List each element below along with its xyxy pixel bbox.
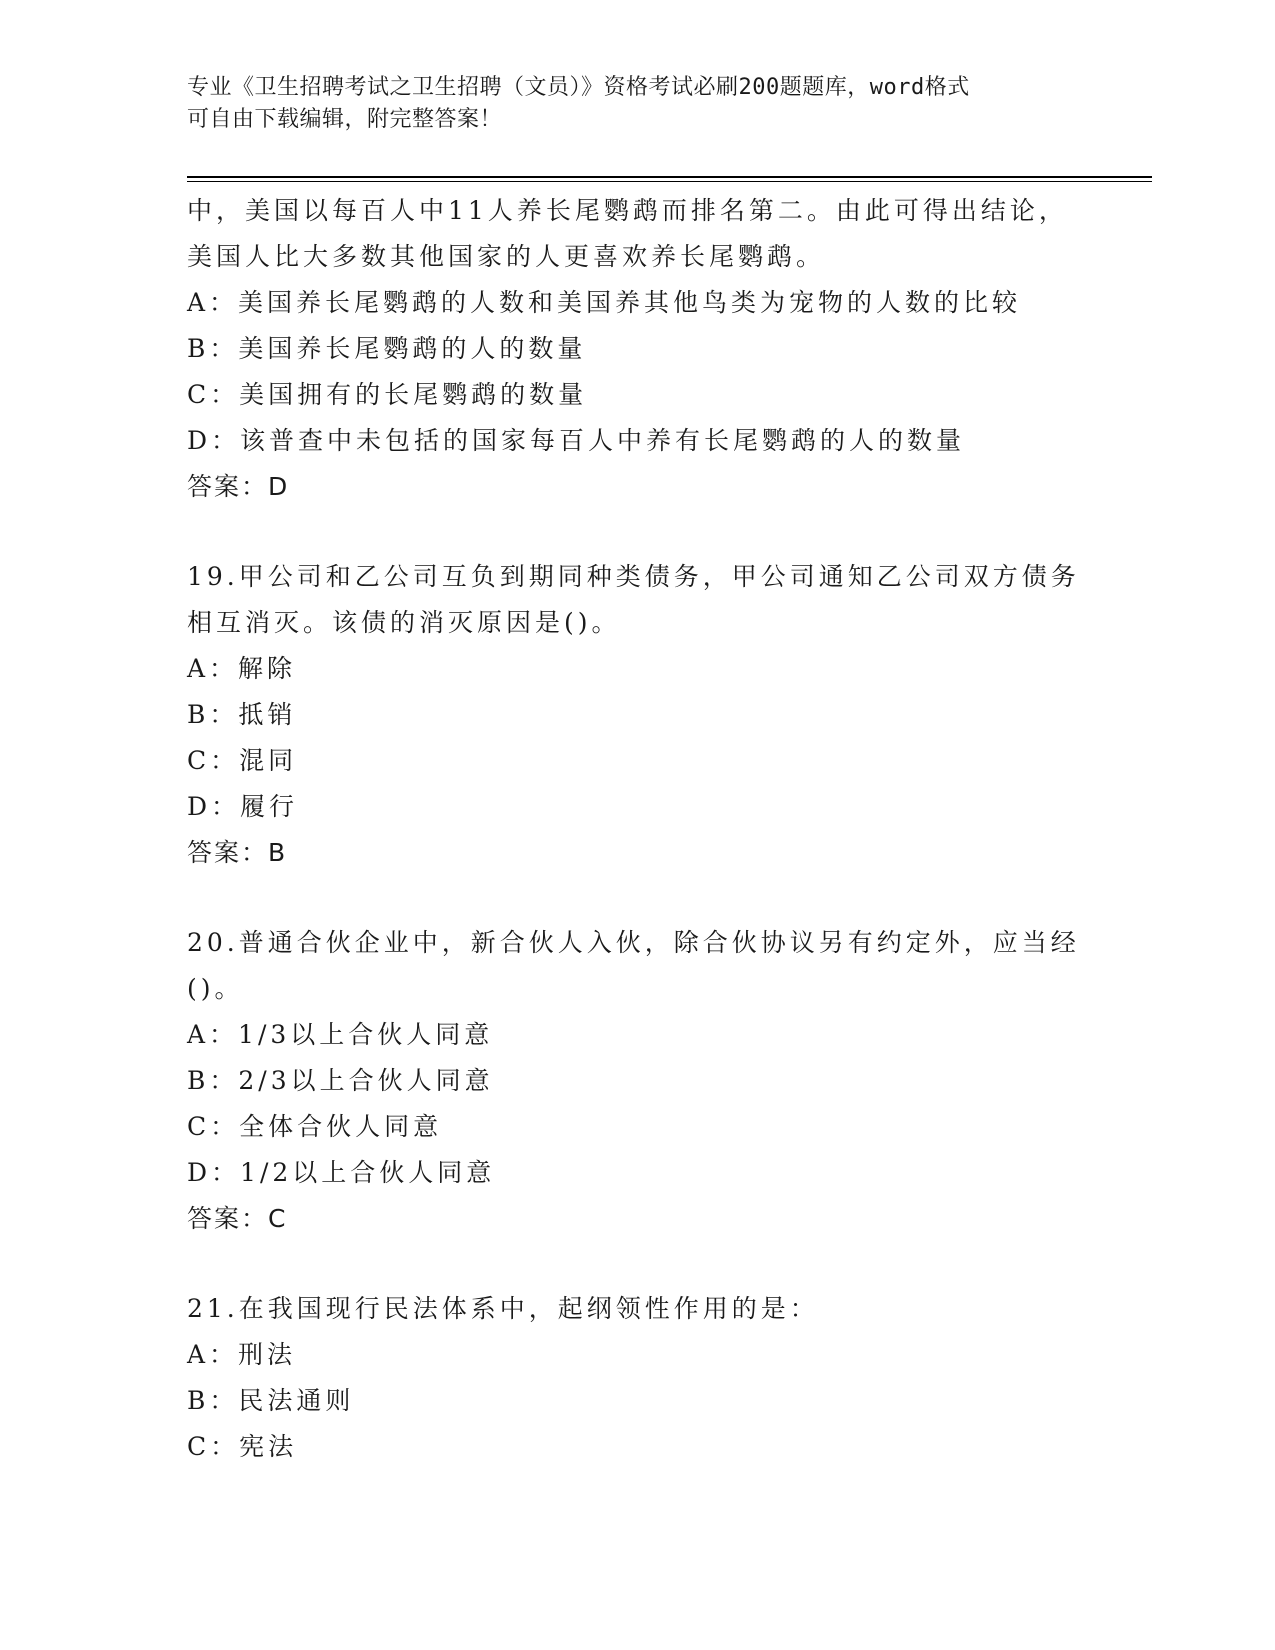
question-stem-line: 相互消灭。该债的消灭原因是()。 <box>187 608 621 637</box>
header-title-line-2: 可自由下载编辑，附完整答案！ <box>187 107 503 132</box>
option-b: B：2/3以上合伙人同意 <box>187 1066 494 1095</box>
option-b: B：抵销 <box>187 700 297 729</box>
question-list <box>187 188 1087 1470</box>
option-b: B：民法通则 <box>187 1386 355 1415</box>
option-c: C：混同 <box>187 746 298 775</box>
answer-line: 答案：C <box>187 1204 288 1233</box>
option-c: C：美国拥有的长尾鹦鹉的数量 <box>187 380 588 409</box>
question-stem-line: 20.普通合伙企业中，新合伙人入伙，除合伙协议另有约定外，应当经 <box>187 928 1080 957</box>
option-b: B：美国养长尾鹦鹉的人的数量 <box>187 334 587 363</box>
question-stem-line: ()。 <box>187 974 244 1003</box>
option-a: A：1/3以上合伙人同意 <box>187 1020 494 1049</box>
question-stem-line: 21.在我国现行民法体系中，起纲领性作用的是： <box>187 1294 819 1323</box>
option-d: D：该普查中未包括的国家每百人中养有长尾鹦鹉的人的数量 <box>187 426 966 455</box>
question-stem-line: 美国人比大多数其他国家的人更喜欢养长尾鹦鹉。 <box>187 242 826 271</box>
page-header <box>187 72 1067 136</box>
question-stem-line: 中，美国以每百人中11人养长尾鹦鹉而排名第二。由此可得出结论， <box>187 196 1068 225</box>
question-20 <box>187 920 1087 1242</box>
option-d: D：1/2以上合伙人同意 <box>187 1158 496 1187</box>
option-c: C：宪法 <box>187 1432 298 1461</box>
option-d: D：履行 <box>187 792 299 821</box>
option-a: A：刑法 <box>187 1340 297 1369</box>
answer-line: 答案：D <box>187 472 290 501</box>
header-rule-thick <box>187 176 1152 178</box>
header-rule-thin <box>187 181 1152 182</box>
header-title-line-1: 专业《卫生招聘考试之卫生招聘（文员）》资格考试必刷200题题库，word格式 <box>187 75 970 100</box>
option-a: A：美国养长尾鹦鹉的人数和美国养其他鸟类为宠物的人数的比较 <box>187 288 1022 317</box>
question-stem-line: 19.甲公司和乙公司互负到期同种类债务，甲公司通知乙公司双方债务 <box>187 562 1080 591</box>
answer-line: 答案：B <box>187 838 288 867</box>
option-c: C：全体合伙人同意 <box>187 1112 443 1141</box>
question-18-continued <box>187 188 1087 510</box>
option-a: A：解除 <box>187 654 297 683</box>
question-19 <box>187 554 1087 876</box>
question-21 <box>187 1286 1087 1470</box>
